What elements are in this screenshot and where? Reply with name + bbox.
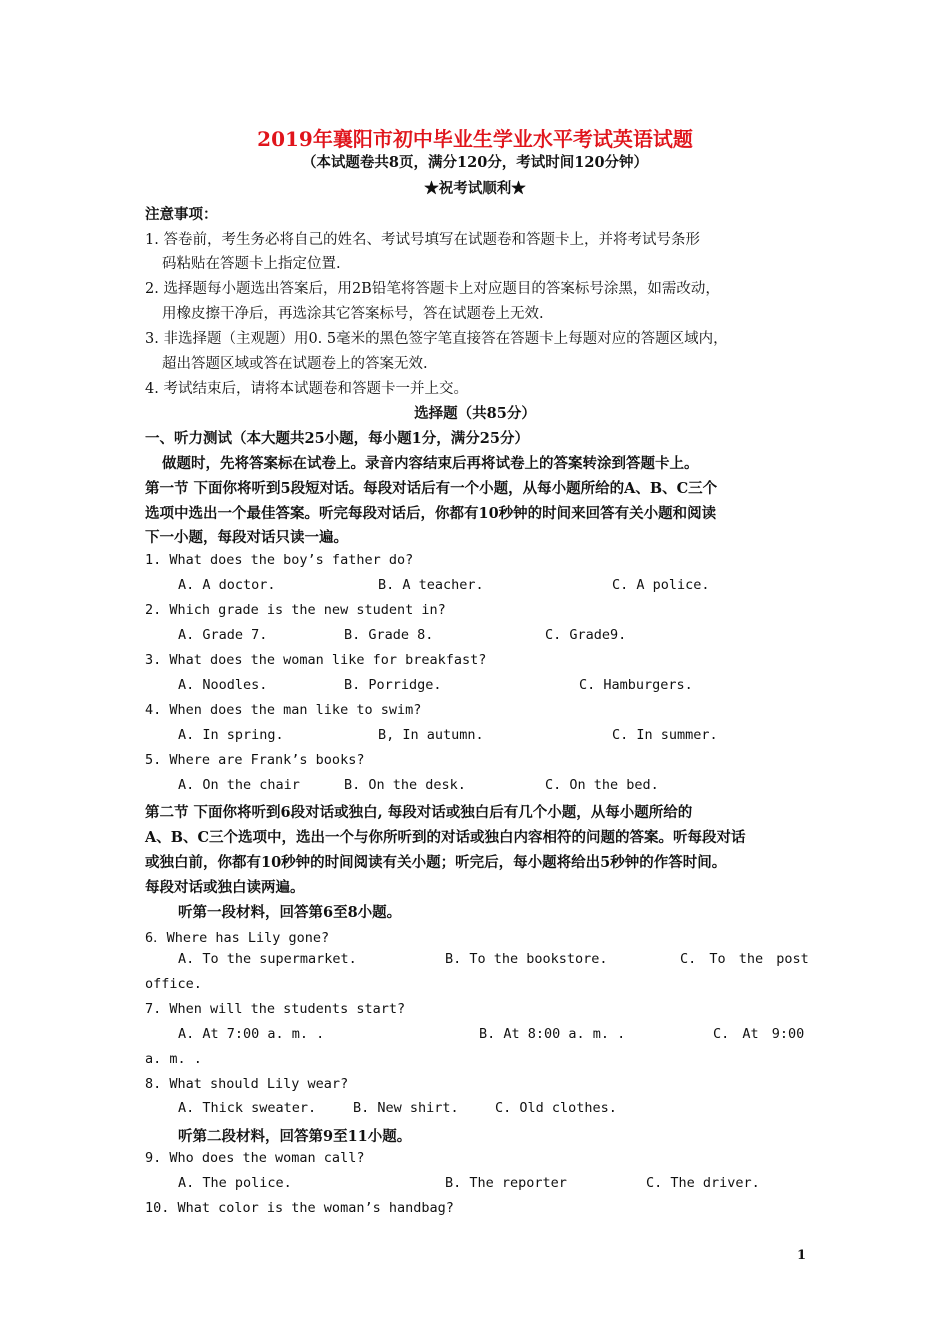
material-heading: 听第二段材料，回答第9至11小题。 (178, 1128, 412, 1145)
question-stem: 1. What does the boy’s father do? (145, 552, 414, 568)
option-a: A. Thick sweater. (178, 1100, 317, 1116)
option-b: B. At 8:00 a. m. . (479, 1026, 626, 1042)
option-c: C. Old clothes. (495, 1100, 617, 1116)
part1-instruction: 做题时，先将答案标在试卷上。录音内容结束后再将试卷上的答案转涂到答题卡上。 (162, 455, 699, 472)
option-a: A. The police. (178, 1175, 292, 1191)
option-c: C. Grade9. (545, 627, 627, 643)
question-stem: 10. What color is the woman’s handbag? (145, 1200, 454, 1216)
notice-item: 1. 答卷前，考生务必将自己的姓名、考试号填写在试题卷和答题卡上，并将考试号条形 (145, 232, 700, 248)
page-title: 2019年襄阳市初中毕业生学业水平考试英语试题 (257, 127, 693, 151)
option-b: B. The reporter (445, 1175, 567, 1191)
sec2-instruction: 或独白前，你都有10秒钟的时间阅读有关小题；听完后，每小题将给出5秒钟的作答时间。 (145, 854, 727, 871)
question-stem: 3. What does the woman like for breakfast? (145, 652, 487, 668)
option-c: C. To the post (680, 951, 809, 967)
question-stem: 8. What should Lily wear? (145, 1076, 349, 1092)
option-c: C. On the bed. (545, 777, 659, 793)
option-c: C. Hamburgers. (579, 677, 693, 693)
option-c: C. At 9:00 (713, 1026, 805, 1042)
question-stem: 4. When does the man like to swim? (145, 702, 422, 718)
notice-heading: 注意事项： (145, 206, 218, 223)
notice-item: 超出答题区域或答在试题卷上的答案无效. (162, 356, 428, 372)
option-c: C. The driver. (646, 1175, 760, 1191)
sec1-instruction: 下一小题，每段对话只读一遍。 (145, 529, 348, 546)
option-b: B. On the desk. (344, 777, 466, 793)
sec1-instruction: 第一节 下面你将听到5段短对话。每段对话后有一个小题，从每小题所给的A、B、C三个 (145, 480, 718, 497)
option-a: A. To the supermarket. (178, 951, 357, 967)
part1-heading: 一、听力测试（本大题共25小题，每小题1分，满分25分） (145, 430, 529, 447)
notice-item: 码粘贴在答题卡上指定位置. (162, 256, 341, 272)
sec2-instruction: 第二节 下面你将听到6段对话或独白, 每段对话或独白后有几个小题，从每小题所给的 (145, 804, 693, 821)
option-a: A. Noodles. (178, 677, 268, 693)
notice-item: 2. 选择题每小题选出答案后，用2B铅笔将答题卡上对应题目的答案标号涂黑，如需改动， (145, 281, 720, 297)
question-stem: 9. Who does the woman call? (145, 1150, 365, 1166)
exam-wish: ★祝考试顺利★ (424, 180, 526, 197)
question-stem: 5. Where are Frank’s books? (145, 752, 365, 768)
sec2-instruction: 每段对话或独白读两遍。 (145, 879, 305, 896)
option-continuation: a. m. . (145, 1051, 202, 1067)
material-heading: 听第一段材料，回答第6至8小题。 (178, 904, 402, 921)
option-a: A. Grade 7. (178, 627, 268, 643)
question-stem: 2. Which grade is the new student in? (145, 602, 446, 618)
section-title: 选择题（共85分） (414, 405, 536, 422)
option-a: A. On the chair (178, 777, 300, 793)
option-a: A. At 7:00 a. m. . (178, 1026, 325, 1042)
option-continuation: office. (145, 976, 202, 992)
sec1-instruction: 选项中选出一个最佳答案。听完每段对话后，你都有10秒钟的时间来回答有关小题和阅读 (145, 505, 717, 522)
exam-subtitle: （本试题卷共8页，满分120分，考试时间120分钟） (301, 154, 649, 171)
option-b: B. To the bookstore. (445, 951, 608, 967)
notice-item: 3. 非选择题（主观题）用0. 5毫米的黑色签字笔直接答在答题卡上每题对应的答题区域内， (145, 331, 728, 347)
option-c: C. A police. (612, 577, 710, 593)
option-b: B. A teacher. (378, 577, 484, 593)
option-b: B, In autumn. (378, 727, 484, 743)
option-b: B. Porridge. (344, 677, 442, 693)
option-c: C. In summer. (612, 727, 718, 743)
option-a: A. In spring. (178, 727, 284, 743)
option-a: A. A doctor. (178, 577, 276, 593)
option-b: B. Grade 8. (344, 627, 434, 643)
notice-item: 4. 考试结束后，请将本试题卷和答题卡一并上交。 (145, 381, 468, 397)
page-number: 1 (797, 1248, 807, 1263)
option-b: B. New shirt. (353, 1100, 459, 1116)
notice-item: 用橡皮擦干净后，再选涂其它答案标号，答在试题卷上无效. (162, 306, 544, 322)
question-stem: 6．Where has Lily gone? (145, 930, 330, 946)
sec2-instruction: A、B、C三个选项中，选出一个与你所听到的对话或独白内容相符的问题的答案。听每段对话 (145, 829, 746, 846)
question-stem: 7. When will the students start? (145, 1001, 406, 1017)
